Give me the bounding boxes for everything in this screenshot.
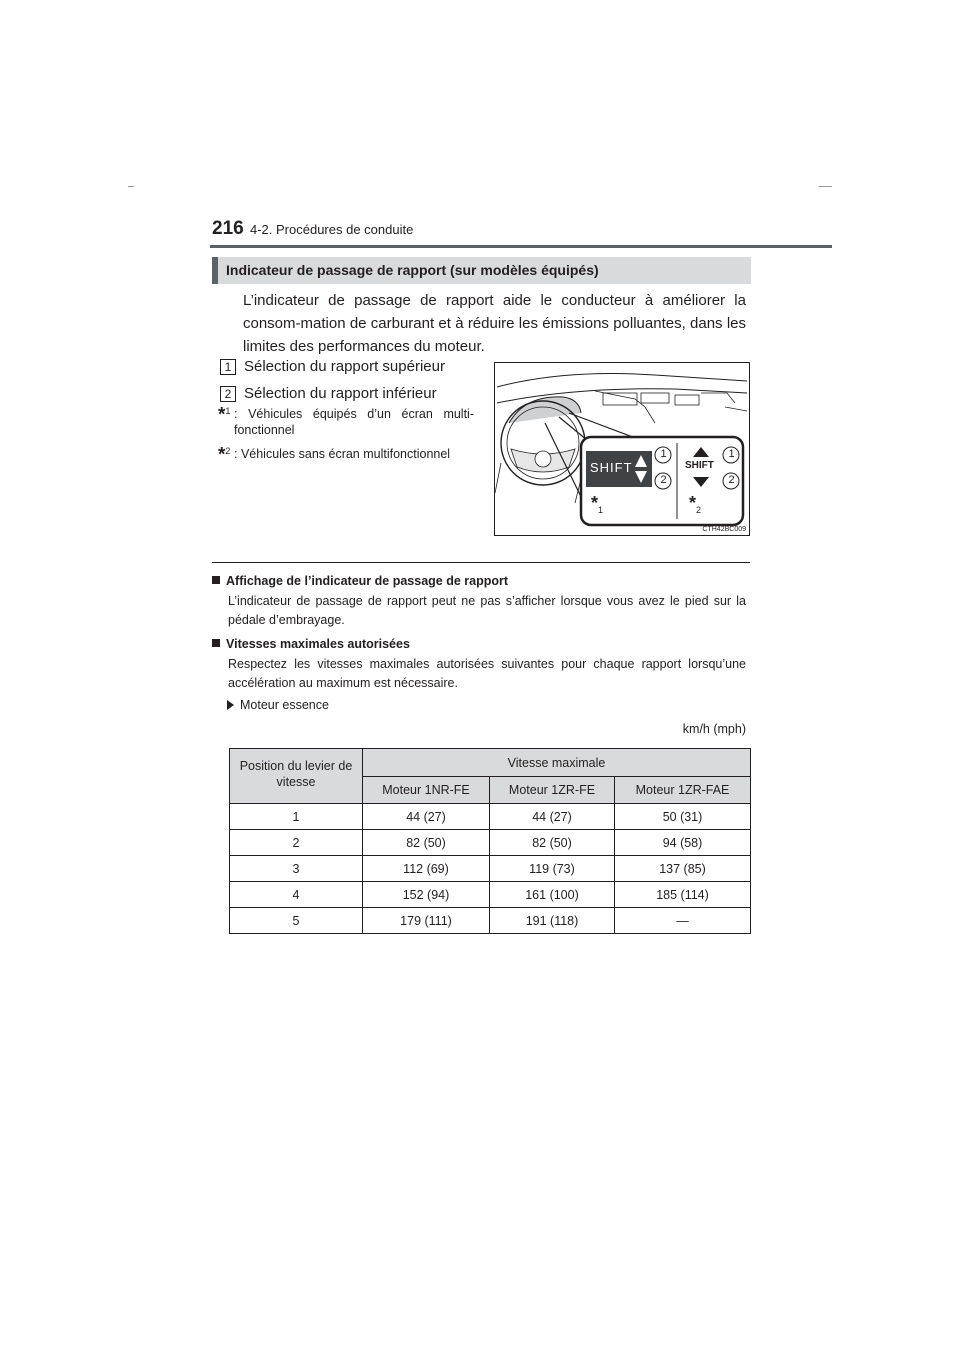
running-header: 4-2. Procédures de conduite <box>250 222 414 237</box>
unit-label: km/h (mph) <box>682 722 746 736</box>
crop-mark-right <box>819 186 832 187</box>
mark-2-star: * <box>689 493 697 513</box>
shift-plain-label: SHIFT <box>685 460 714 471</box>
table-cell: — <box>615 908 751 934</box>
subsection-1-title: Affichage de l’indicateur de passage de rapport <box>226 574 509 588</box>
header-rule <box>210 245 832 248</box>
dashboard-drawing <box>495 363 749 535</box>
shift-display-label: SHIFT <box>590 460 633 475</box>
note-1 <box>218 406 474 438</box>
note-2-text: : Véhicules sans écran multifonctionnel <box>234 447 451 461</box>
section-heading-bar <box>212 257 218 284</box>
callout-1-left: 1 <box>660 448 667 460</box>
table-header-gear-position: Position du levier de vitesse <box>230 749 363 804</box>
table-row <box>230 830 751 856</box>
note-1-mark: * <box>218 404 226 426</box>
square-bullet-icon <box>212 576 220 584</box>
table-header-engine-1nr-fe: Moteur 1NR-FE <box>363 777 490 804</box>
section-separator <box>212 562 750 563</box>
table-row <box>230 908 751 934</box>
table-cell: 112 (69) <box>363 856 490 882</box>
mark-2 <box>689 493 701 515</box>
illustration-code: CTH42BC009 <box>702 526 746 533</box>
table-cell: 4 <box>230 882 363 908</box>
item-2-label: Sélection du rapport inférieur <box>244 385 437 402</box>
table-cell: 185 (114) <box>615 882 751 908</box>
callout-2-left: 2 <box>660 474 667 486</box>
table-cell: 137 (85) <box>615 856 751 882</box>
mark-1-sub: 1 <box>598 505 604 516</box>
note-2-sup: 2 <box>225 446 231 456</box>
note-2 <box>218 446 478 465</box>
table-cell: 191 (118) <box>490 908 615 934</box>
note-2-mark: * <box>218 444 226 466</box>
table-cell: 82 (50) <box>490 830 615 856</box>
table-row <box>230 882 751 908</box>
table-cell: 94 (58) <box>615 830 751 856</box>
table-row <box>230 804 751 830</box>
subsection-2-heading <box>212 635 410 653</box>
mark-2-sub: 2 <box>696 505 702 516</box>
page-number: 216 <box>212 218 244 239</box>
table-cell: 5 <box>230 908 363 934</box>
table-cell: 1 <box>230 804 363 830</box>
item-1 <box>220 358 445 375</box>
table-header-engine-1zr-fe: Moteur 1ZR-FE <box>490 777 615 804</box>
table-header-engine-1zr-fae: Moteur 1ZR-FAE <box>615 777 751 804</box>
item-2-number: 2 <box>220 386 236 402</box>
subsection-2-text: Respectez les vitesses maximales autorisées suivantes pour chaque rapport lorsqu’une accélération au maximum est nécessaire. <box>228 657 746 690</box>
note-1-sup: 1 <box>225 406 231 416</box>
triangle-bullet-icon <box>227 700 234 710</box>
mark-1-star: * <box>591 493 599 513</box>
section-heading <box>212 257 751 284</box>
dashboard-illustration <box>494 362 750 536</box>
table-row <box>230 856 751 882</box>
crop-mark-left <box>128 186 134 187</box>
table-cell: 44 (27) <box>490 804 615 830</box>
table-header-max-speed: Vitesse maximale <box>363 749 751 777</box>
engine-label <box>227 698 329 712</box>
subsection-1-text: L’indicateur de passage de rapport peut ne pas s’afficher lorsque vous avez le pied sur la pédale d’embrayage. <box>228 594 746 627</box>
subsection-2-title: Vitesses maximales autorisées <box>226 637 410 651</box>
item-2 <box>220 385 437 402</box>
table-cell: 152 (94) <box>363 882 490 908</box>
item-1-label: Sélection du rapport supérieur <box>244 358 445 375</box>
subsection-1-heading <box>212 572 508 590</box>
max-speed-table <box>229 748 751 934</box>
table-cell: 119 (73) <box>490 856 615 882</box>
table-cell: 44 (27) <box>363 804 490 830</box>
note-1-text: : Véhicules équipés d’un écran multi-fonctionnel <box>234 407 474 437</box>
table-cell: 179 (111) <box>363 908 490 934</box>
table-cell: 50 (31) <box>615 804 751 830</box>
engine-label-text: Moteur essence <box>240 698 329 712</box>
table-cell: 3 <box>230 856 363 882</box>
table-cell: 82 (50) <box>363 830 490 856</box>
intro-paragraph: L’indicateur de passage de rapport aide le conducteur à améliorer la consom-mation de carburant et à réduire les émissions polluantes, dans les limites des performances du moteur. <box>243 292 746 355</box>
square-bullet-icon <box>212 639 220 647</box>
item-1-number: 1 <box>220 359 236 375</box>
table-cell: 161 (100) <box>490 882 615 908</box>
table-cell: 2 <box>230 830 363 856</box>
section-title: Indicateur de passage de rapport (sur modèles équipés) <box>226 262 599 278</box>
callout-1-right: 1 <box>728 448 735 460</box>
mark-1 <box>591 493 603 515</box>
callout-2-right: 2 <box>728 474 735 486</box>
